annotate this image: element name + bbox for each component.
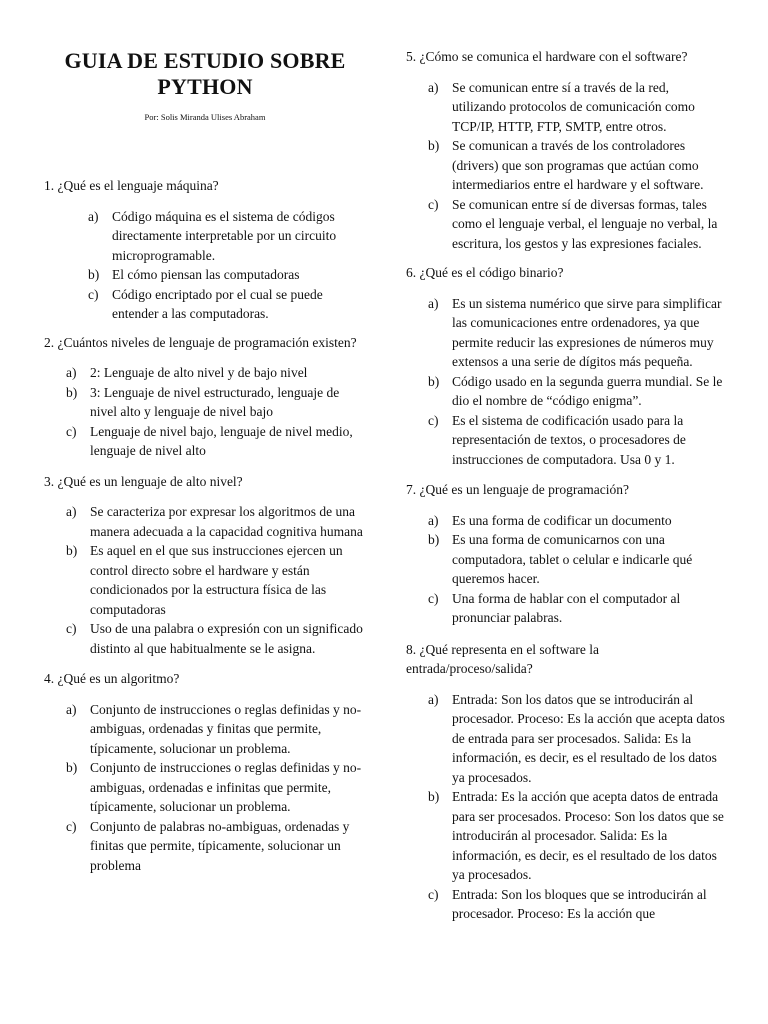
q4-answer-a (44, 700, 366, 759)
q5-answer-a (406, 78, 726, 137)
answer-text: 2: Lenguaje de alto nivel y de bajo nivel (90, 365, 308, 380)
question-8 (406, 640, 726, 924)
question-6-answers (406, 294, 726, 470)
q8-answer-a (406, 690, 726, 788)
right-column (406, 0, 726, 924)
answer-letter: c) (428, 590, 439, 606)
question-7-answers (406, 511, 726, 628)
answer-letter: b) (66, 760, 78, 775)
question-5 (406, 47, 726, 253)
question-4 (44, 669, 366, 875)
answer-text: Es el sistema de codificación usado para la representación de textos, o procesadores de instrucciones de computadora. Usa 0 y 1. (452, 412, 686, 467)
answer-letter: a) (428, 79, 439, 95)
answer-letter: b) (88, 267, 100, 282)
answer-letter: c) (66, 621, 77, 636)
question-3-text: 3. ¿Qué es un lenguaje de alto nivel? (44, 473, 243, 489)
answer-letter: a) (428, 295, 439, 311)
question-7-text: 7. ¿Qué es un lenguaje de programación? (406, 482, 630, 497)
answer-text: Conjunto de instrucciones o reglas definidas y no-ambiguas, ordenadas e infinitas que permite, típicamente, solucionar un problema. (90, 760, 362, 814)
answer-text: Entrada: Es la acción que acepta datos de entrada para ser procesados. Proceso: Son los datos que se introducirán al procesador. Salida: Es la información, es decir, es el resultado de los datos ya procesados. (452, 789, 724, 882)
answer-text: 3: Lenguaje de nivel estructurado, lenguaje de nivel alto y lenguaje de nivel bajo (90, 384, 340, 419)
answer-letter: b) (66, 384, 78, 400)
question-8-text: 8. ¿Qué representa en el software la entrada/proceso/salida? (406, 641, 600, 676)
q7-answer-b (406, 530, 726, 589)
question-2 (44, 333, 366, 461)
q6-answer-c (406, 411, 726, 470)
q3-answer-a (44, 502, 366, 541)
q7-answer-a (406, 511, 726, 531)
question-8-answers (406, 690, 726, 924)
q5-answer-c (406, 195, 726, 254)
answer-letter: b) (428, 138, 440, 153)
q5-answer-b (406, 136, 726, 195)
answer-text: Uso de una palabra o expresión con un significado distinto al que habitualmente se le asigna. (90, 621, 363, 656)
question-7 (406, 480, 726, 628)
question-5-answers (406, 78, 726, 254)
answer-text: Se caracteriza por expresar los algoritmos de una manera adecuada a la capacidad cognitiva humana (90, 504, 363, 539)
q2-answer-c (44, 422, 366, 461)
q6-answer-b (406, 372, 726, 411)
answer-text: El cómo piensan las computadoras (112, 267, 300, 282)
answer-letter: c) (428, 196, 439, 212)
q4-answer-c (44, 817, 366, 876)
answer-text: Conjunto de palabras no-ambiguas, ordenadas y finitas que permite, típicamente, solucionar un problema (90, 818, 350, 873)
answer-letter: b) (66, 543, 78, 558)
question-4-text: 4. ¿Qué es un algoritmo? (44, 671, 180, 686)
question-4-answers (44, 700, 366, 876)
answer-text: Lenguaje de nivel bajo, lenguaje de nivel medio, lenguaje de nivel alto (90, 423, 353, 458)
answer-text: Es aquel en el que sus instrucciones ejercen un control directo sobre el hardware y están condicionados por la estructura física de las computadoras (90, 543, 343, 617)
answer-letter: a) (66, 504, 77, 519)
answer-letter: b) (428, 532, 440, 547)
answer-text: Código encriptado por el cual se puede entender a las computadoras. (112, 286, 323, 321)
q1-answer-b (44, 265, 366, 285)
document-title (44, 48, 366, 100)
answer-letter: a) (88, 208, 99, 224)
answer-letter: a) (428, 691, 439, 707)
answer-text: Es una forma de comunicarnos con una computadora, tablet o celular e indicarle qué queremos hacer. (452, 532, 693, 586)
answer-letter: b) (428, 789, 440, 804)
answer-letter: c) (88, 286, 99, 302)
q3-answer-c (44, 619, 366, 658)
answer-text: Conjunto de instrucciones o reglas definidas y no-ambiguas, ordenadas y finitas que permite, típicamente, solucionar un problema. (90, 701, 362, 756)
answer-text: Código máquina es el sistema de códigos directamente interpretable por un circuito microprogramable. (112, 208, 337, 263)
answer-letter: c) (428, 886, 439, 902)
title-line-1: GUIA DE ESTUDIO SOBRE (64, 48, 346, 73)
answer-text: Se comunican entre sí de diversas formas, tales como el lenguaje verbal, el lenguaje no verbal, la escritura, los gestos y las expresiones faciales. (452, 196, 718, 251)
q7-answer-c (406, 589, 726, 628)
q1-answer-c (44, 285, 366, 324)
answer-text: Código usado en la segunda guerra mundial. Se le dio el nombre de “código enigma”. (452, 373, 723, 408)
answer-letter: c) (66, 423, 77, 439)
answer-text: Es una forma de codificar un documento (452, 512, 672, 528)
question-3-answers (44, 502, 366, 658)
q4-answer-b (44, 758, 366, 817)
answer-text: Se comunican entre sí a través de la red, utilizando protocolos de comunicación como TCP/IP, HTTP, FTP, SMTP, entre otros. (452, 79, 695, 134)
author-line: Por: Solis Miranda Ulises Abraham (144, 112, 266, 122)
q2-answer-b (44, 383, 366, 422)
answer-text: Es un sistema numérico que sirve para simplificar las comunicaciones entre ordenadores, ya que permite reducir las expresiones de números muy extensos a una serie de dígitos más pequeña. (452, 295, 722, 369)
answer-letter: a) (428, 512, 439, 528)
answer-letter: a) (66, 365, 77, 380)
q8-answer-b (406, 787, 726, 885)
q6-answer-a (406, 294, 726, 372)
question-1 (44, 176, 366, 324)
question-1-answers (44, 207, 366, 324)
answer-text: Entrada: Son los bloques que se introducirán al procesador. Proceso: Es la acción que (452, 886, 707, 921)
left-column (44, 0, 366, 875)
answer-letter: b) (428, 373, 440, 389)
answer-text: Entrada: Son los datos que se introducirán al procesador. Proceso: Es la acción que acepta datos de entrada para ser procesados. Salida: Es la información, es decir, es el resultado de los datos ya procesados. (452, 691, 725, 785)
answer-letter: c) (428, 412, 439, 428)
question-2-answers (44, 363, 366, 461)
q3-answer-b (44, 541, 366, 619)
answer-text: Una forma de hablar con el computador al pronunciar palabras. (452, 590, 681, 625)
q2-answer-a (44, 363, 366, 383)
question-2-text: 2. ¿Cuántos niveles de lenguaje de programación existen? (44, 334, 357, 350)
q8-answer-c (406, 885, 726, 924)
answer-letter: a) (66, 701, 77, 717)
title-line-2: PYTHON (157, 74, 253, 99)
question-5-text: 5. ¿Cómo se comunica el hardware con el software? (406, 49, 688, 64)
question-6-text: 6. ¿Qué es el código binario? (406, 265, 564, 280)
q1-answer-a (44, 207, 366, 266)
question-6 (406, 263, 726, 469)
question-3 (44, 472, 366, 659)
answer-text: Se comunican a través de los controladores (drivers) que son programas que actúan como intermediarios entre el hardware y el software. (452, 138, 704, 192)
question-1-text: 1. ¿Qué es el lenguaje máquina? (44, 178, 219, 193)
answer-letter: c) (66, 818, 77, 834)
